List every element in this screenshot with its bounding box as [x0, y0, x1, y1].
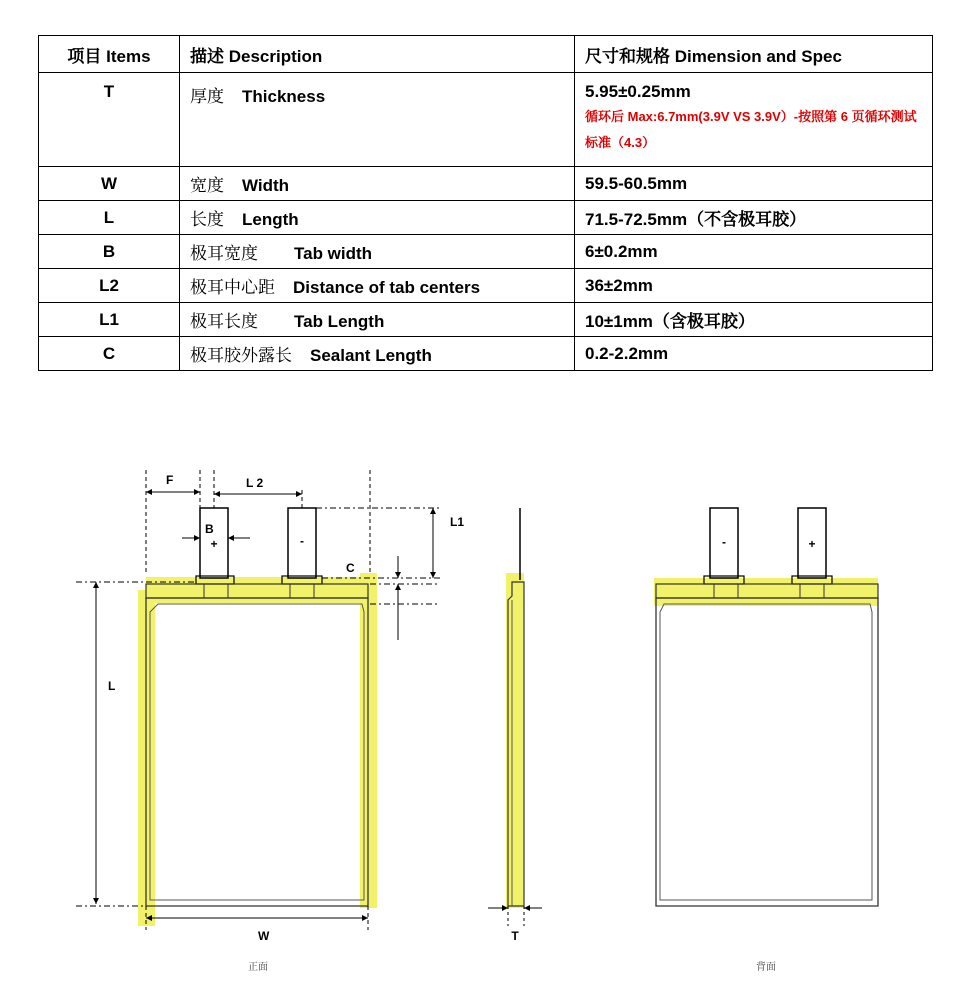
- back-view: [654, 508, 878, 973]
- desc-cn: 极耳长度: [190, 312, 258, 331]
- label-c: C: [346, 561, 355, 575]
- battery-drawing: [0, 455, 975, 985]
- desc-en: Tab Length: [294, 312, 385, 331]
- header-items: 项目 Items: [39, 36, 180, 73]
- desc-en: Tab width: [294, 244, 373, 263]
- item-cell: L1: [39, 303, 180, 337]
- desc-cn: 长度: [190, 210, 224, 229]
- spec-cell: 59.5-60.5mm: [575, 167, 933, 201]
- table-row: [39, 303, 933, 337]
- table-row: [39, 235, 933, 269]
- spec-cell: 71.5-72.5mm（不含极耳胶）: [575, 201, 933, 235]
- header-description: 描述 Description: [180, 36, 575, 73]
- table-header-row: [39, 36, 933, 73]
- table-row: [39, 73, 933, 167]
- side-view: [488, 508, 542, 943]
- spec-cell: 0.2-2.2mm: [575, 337, 933, 371]
- table-row: [39, 201, 933, 235]
- spec-table: [38, 35, 933, 371]
- table-row: [39, 269, 933, 303]
- label-l2: L 2: [246, 476, 264, 490]
- desc-cell: [180, 235, 575, 269]
- desc-en: Distance of tab centers: [293, 278, 481, 297]
- item-cell: L2: [39, 269, 180, 303]
- desc-en: Width: [242, 176, 290, 195]
- table-row: [39, 167, 933, 201]
- desc-cn: 极耳中心距: [190, 278, 275, 297]
- label-w: W: [258, 929, 270, 943]
- spec-note: 循环后 Max:6.7mm(3.9V VS 3.9V）-按照第 6 页循环测试标准（4.3）: [585, 109, 917, 150]
- front-tab-sign-negative: -: [300, 534, 304, 548]
- desc-cell: [180, 73, 575, 167]
- front-tab-sign-positive: +: [210, 537, 218, 551]
- spec-cell: 36±2mm: [575, 269, 933, 303]
- item-cell: W: [39, 167, 180, 201]
- spec-cell: 6±0.2mm: [575, 235, 933, 269]
- desc-cn: 宽度: [190, 176, 224, 195]
- caption-front: 正面: [248, 962, 268, 973]
- spec-cell: [575, 73, 933, 167]
- spec-cell: 10±1mm（含极耳胶）: [575, 303, 933, 337]
- header-dimension: 尺寸和规格 Dimension and Spec: [575, 36, 933, 73]
- item-cell: C: [39, 337, 180, 371]
- back-tab-sign-positive: +: [808, 537, 816, 551]
- desc-cell: [180, 167, 575, 201]
- desc-en: Sealant Length: [310, 346, 432, 365]
- item-cell: B: [39, 235, 180, 269]
- label-t: T: [511, 929, 519, 943]
- desc-cn: 厚度: [190, 87, 224, 106]
- desc-cell: [180, 201, 575, 235]
- label-b: B: [205, 522, 214, 536]
- front-view: [76, 470, 464, 973]
- desc-en: Thickness: [242, 87, 326, 106]
- table-row: [39, 337, 933, 371]
- label-f: F: [166, 473, 174, 487]
- label-l: L: [108, 679, 116, 693]
- spec-value: 5.95±0.25mm: [585, 82, 691, 101]
- desc-cn: 极耳胶外露长: [190, 346, 292, 365]
- item-cell: L: [39, 201, 180, 235]
- caption-back: 背面: [756, 962, 776, 973]
- desc-cell: [180, 337, 575, 371]
- desc-cn: 极耳宽度: [190, 244, 258, 263]
- desc-en: Length: [242, 210, 299, 229]
- back-tab-sign-negative: -: [722, 535, 726, 549]
- desc-cell: [180, 303, 575, 337]
- desc-cell: [180, 269, 575, 303]
- label-l1: L1: [450, 515, 465, 529]
- item-cell: T: [39, 73, 180, 167]
